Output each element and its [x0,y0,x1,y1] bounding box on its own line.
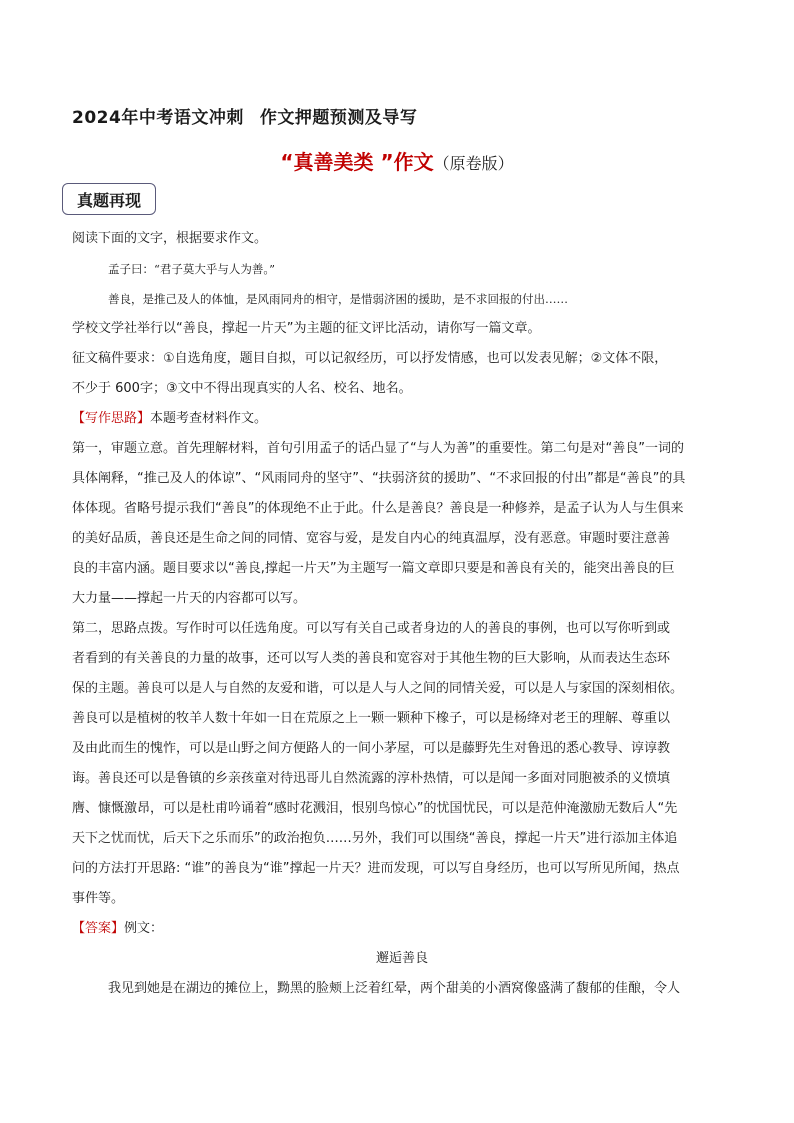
prompt-quote-mencius: 孟子曰：“君子莫大乎与人为善。” [108,262,276,276]
analysis-line: 第二，思路点拨。写作时可以任选角度。可以写有关自己或者身边的人的善良的事例，也可以写你听到或 [72,621,671,636]
prompt-requirements-2: 不少于 600字；③文中不得出现真实的人名、校名、地名。 [72,381,412,396]
analysis-heading [72,404,732,434]
analysis-heading-bracket: 【写作思路】 [72,411,151,426]
analysis-line: 诲。善良还可以是鲁镇的乡亲孩童对待迅哥儿自然流露的淳朴热情，可以是闻一多面对同胞被杀的义愤填 [72,771,671,786]
title-part-2: 作文押题预测及导写 [259,108,418,128]
answer-heading [72,914,732,944]
analysis-line: 及由此而生的愧怍，可以是山野之间方便路人的一间小茅屋，可以是藤野先生对鲁迅的悉心教导、谆谆教 [72,741,671,756]
section-label-box [62,183,156,215]
analysis-line: 大力量——撑起一片天的内容都可以写。 [72,591,307,606]
document-title [72,103,417,128]
answer-heading-text: 例文： [124,921,164,936]
analysis-line: 事件等。 [72,891,125,906]
prompt-intro: 阅读下面的文字，根据要求作文。 [72,231,268,246]
analysis-line: 膺、慷慨激昂，可以是杜甫吟诵着“感时花溅泪，恨别鸟惊心”的忧国忧民，可以是范仲淹激励无数后人“先 [72,801,678,816]
analysis-line: 良的丰富内涵。题目要求以“善良,撑起一片天”为主题写一篇文章即只要是和善良有关的，能突出善良的巨 [72,561,675,576]
analysis-line: 第一，审题立意。首先理解材料，首句引用孟子的话凸显了“与人为善”的重要性。第二句是对“善良”一词的 [72,441,684,456]
analysis-line: 体体现。省略号提示我们“善良”的体现绝不止于此。什么是善良？善良是一种修养，是孟子认为人与生俱来 [72,501,684,516]
prompt-quote-kindness: 善良，是推己及人的体恤，是风雨同舟的相守，是惜弱济困的援助，是不求回报的付出…… [108,292,568,306]
prompt-block [72,224,732,1004]
analysis-line: 天下之忧而忧，后天下之乐而乐”的政治抱负……另外，我们可以围绕“善良，撑起一片天”进行添加主体追 [72,831,678,846]
essay-first-line: 我见到她是在湖边的摊位上，黝黑的脸颊上泛着红晕，两个甜美的小酒窝像盛满了馥郁的佳酿，令人 [108,981,681,996]
analysis-line: 保的主题。善良可以是人与自然的友爱和谐，可以是人与人之间的同情关爱，可以是人与家国的深刻相依。 [72,681,684,696]
section-label: 真题再现 [76,190,141,210]
analysis-line: 者看到的有关善良的力量的故事，还可以写人类的善良和宽容对于其他生物的巨大影响，从而表达生态环 [72,651,671,666]
analysis-line: 具体阐释，“推己及人的体谅”、“风雨同舟的坚守”、“扶弱济贫的援助”、“不求回报的付出”都是“善良”的具 [72,471,686,486]
answer-heading-bracket: 【答案】 [72,921,125,936]
document-subtitle [0,146,794,175]
analysis-line: 问的方法打开思路: “谁”的善良为“谁”撑起一片天？进而发现，可以写自身经历，也可以写所见所闻，热点 [72,861,680,876]
prompt-requirements-1: 征文稿件要求：①自选角度，题目自拟，可以记叙经历，可以抒发情感，也可以发表见解；②文体不限， [72,351,668,366]
analysis-line: 善良可以是植树的牧羊人数十年如一日在荒原之上一颗一颗种下橡子，可以是杨绛对老王的理解、尊重以 [72,711,671,726]
analysis-heading-text: 本题考查材料作文。 [150,411,268,426]
essay-title: 邂逅善良 [375,951,428,966]
subtitle-edition: （原卷版） [433,154,514,173]
prompt-task: 学校文学社举行以“善良，撑起一片天”为主题的征文评比活动，请你写一篇文章。 [72,321,541,336]
subtitle-topic: “真善美类 ”作文 [280,150,434,174]
title-part-1: 2024年中考语文冲刺 [72,108,244,128]
analysis-line: 的美好品质，善良还是生命之间的同情、宽容与爱，是发自内心的纯真温厚，没有恶意。审题时要注意善 [72,531,671,546]
